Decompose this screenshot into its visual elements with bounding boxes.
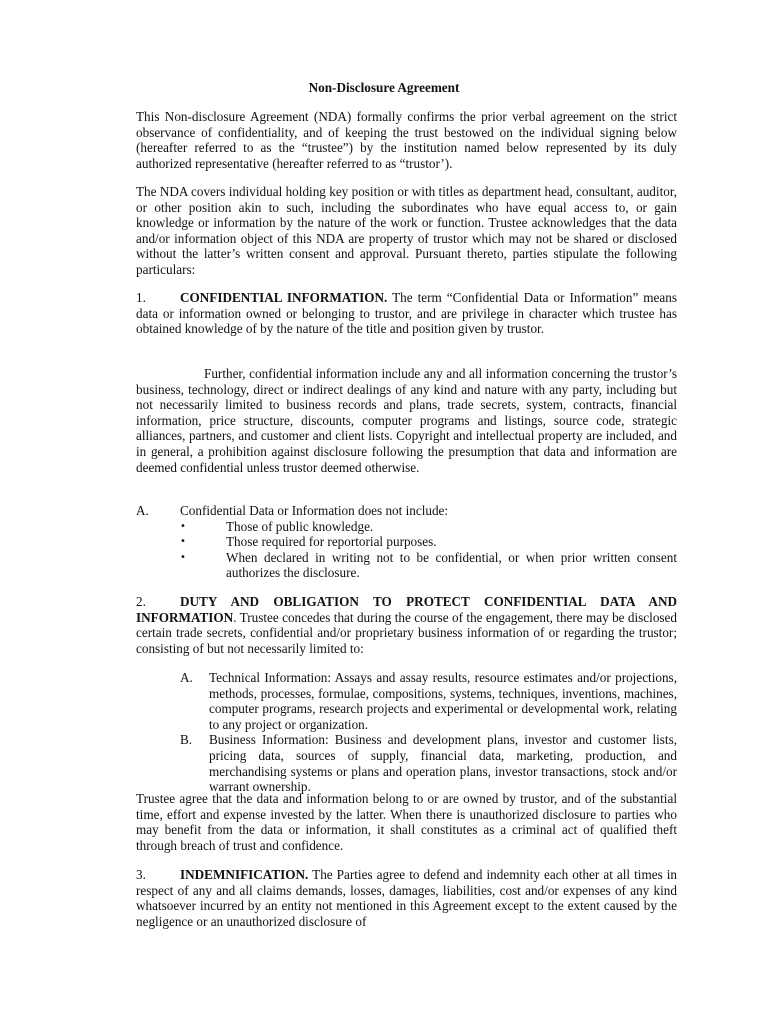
section-2-text: . Trustee concedes that during the course of the engagement, there may be disclosed certain trade secrets, confidential and/or proprietary business information of or regarding the trustor; consisting of but not necessarily limited to: [136, 609, 677, 656]
section-1-heading: CONFIDENTIAL INFORMATION. [180, 290, 388, 305]
list-item [180, 519, 677, 535]
section-2-items [136, 670, 677, 795]
list-item-text: Those required for reportorial purposes. [226, 534, 437, 550]
section-2-number: 2. [136, 594, 146, 609]
intro-paragraph-1 [136, 109, 677, 171]
section-1-paragraph [136, 290, 677, 337]
list-item-text: When declared in writing not to be confidential, or when prior written consent authorizes the disclosure. [226, 549, 677, 581]
intro-text-1: This Non-disclosure Agreement (NDA) formally confirms the prior verbal agreement on the strict observance of confidentiality, and of keeping the trust bestowed on the individual signing below (hereafter referred to as the “trustee”) by the institution named below represented by its duly authorized representative (hereafter referred to as “trustor’). [136, 109, 677, 171]
exclusions-text: Confidential Data or Information does not include: [180, 503, 449, 518]
list-item-text: Those of public knowledge. [226, 518, 374, 534]
section-1-number: 1. [136, 290, 146, 305]
bullet-icon: • [180, 520, 186, 532]
list-item [180, 732, 677, 794]
bullet-icon: • [180, 551, 186, 563]
section-3-heading: INDEMNIFICATION. [180, 867, 309, 882]
section-1 [136, 290, 677, 337]
exclusions-label: A. [136, 503, 149, 518]
section-1-further [136, 366, 677, 475]
section-3-paragraph [136, 867, 677, 929]
section-1-further-text: Further, confidential information include any and all information concerning the trustor’s business, technology, direct or indirect dealings of any kind and nature with any party, including but not necessarily limited to business records and plans, trade secrets, system, contracts, financial information, price structure, discounts, computer programs and listings, source code, strategic alliances, partners, and customer and client lists. Copyright and intellectual property are included, and in general, a prohibition against disclosure following the presumption that data and information are deemed confidential unless trustor deemed otherwise. [136, 366, 677, 475]
list-item-text: Business Information: Business and development plans, investor and customer lists, pricing data, sources of supply, financial data, marketing, production, and merchandising systems or plans and operation plans, investor transactions, stock and/or warrant ownership. [209, 732, 677, 795]
section-2-closing-text: Trustee agree that the data and information belong to or are owned by trustor, and of the substantial time, effort and expense invested by the latter. When there is unauthorized disclosure to parties who may benefit from the data or information, it shall constitutes as a criminal act of qualified theft through breach of trust and confidence. [136, 791, 677, 853]
section-1-text: The term “Confidential Data or Information” means data or information owned or belonging to trustor, and are privilege in character which trustee has obtained knowledge of by the nature of the title and position given by trustor. [136, 290, 677, 337]
information-types-list [136, 670, 677, 795]
section-3-number: 3. [136, 867, 146, 882]
section-2-closing [136, 791, 677, 853]
section-2 [136, 594, 677, 656]
intro-paragraph-2 [136, 184, 677, 278]
exclusions-heading [136, 503, 677, 519]
section-1-exclusions [136, 503, 677, 581]
list-item [180, 534, 677, 550]
list-item [180, 670, 677, 732]
section-3-text: The Parties agree to defend and indemnity each other at all times in respect of any and all claims demands, losses, damages, liabilities, cost and/or expenses of any kind whatsoever incurred by an entity not mentioned in this Agreement except to the extent caused by the negligence or an unauthorized disclosure of [136, 867, 677, 929]
list-item [180, 550, 677, 581]
bullet-icon: • [180, 536, 186, 548]
section-2-paragraph [136, 594, 677, 656]
list-item-text: Technical Information: Assays and assay results, resource estimates and/or projections, methods, processes, formulae, compositions, systems, techniques, inventions, machines, computer programs, research projects and experimental or developmental work, relating to any project or organization. [209, 670, 677, 732]
document-title: Non-Disclosure Agreement [308, 80, 460, 95]
intro-text-2: The NDA covers individual holding key position or with titles as department head, consultant, auditor, or other position akin to such, including the subordinates who have equal access to, or gain knowledge or information by the nature of the work or function. Trustee acknowledges that the data and/or information object of this NDA are property of trustor which may not be shared or disclosed without the latter’s written consent and approval. Pursuant thereto, parties stipulate the following particulars: [136, 184, 677, 277]
section-3 [136, 867, 677, 929]
section-2-heading: DUTY AND OBLIGATION TO PROTECT CONFIDENTIAL DATA AND INFORMATION [136, 594, 677, 625]
list-item-label: B. [180, 732, 193, 748]
exclusions-list [136, 519, 677, 581]
list-item-label: A. [180, 670, 193, 685]
